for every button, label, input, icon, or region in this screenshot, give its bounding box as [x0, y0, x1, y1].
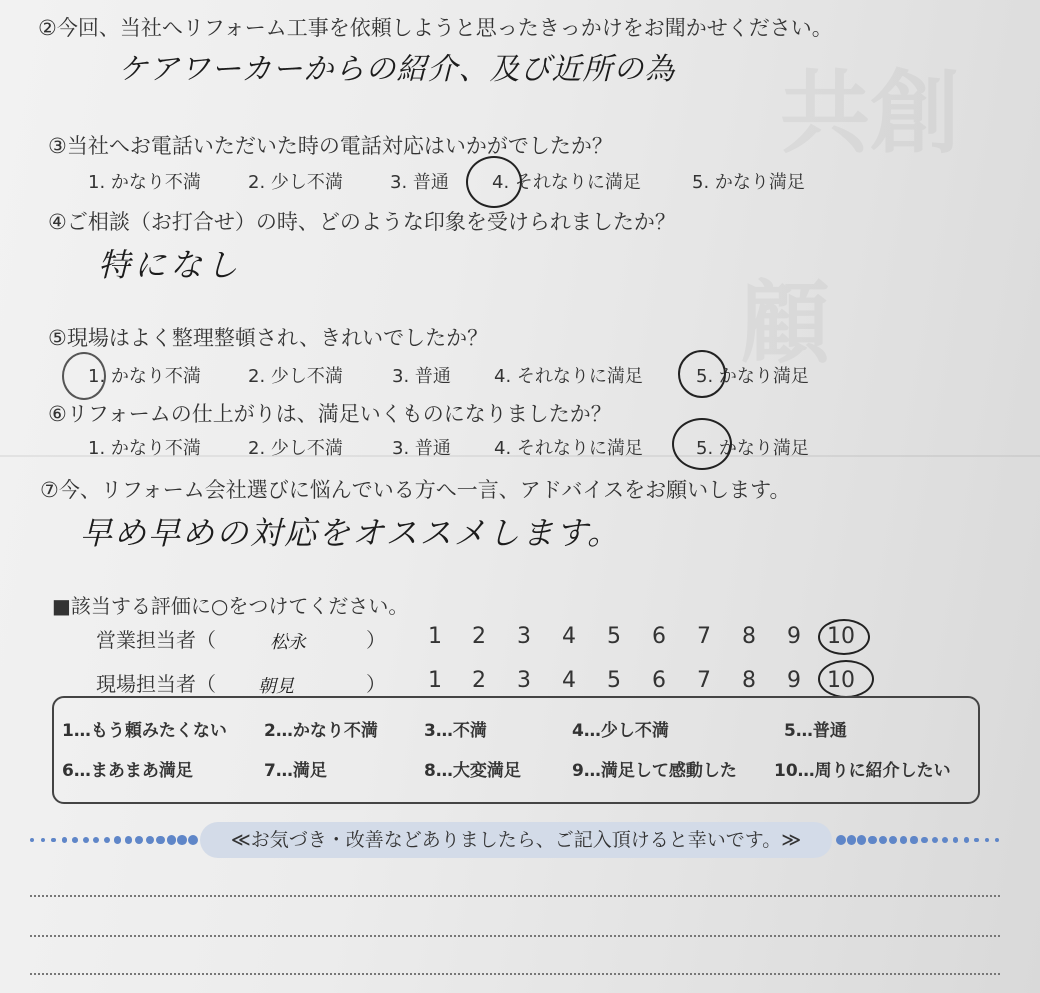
option-q3-2[interactable]: 2. 少し不満 [248, 172, 343, 193]
legend-item-9: 9…満足して感動した [572, 761, 737, 781]
score-site-10[interactable]: 10 [827, 668, 855, 693]
decorative-dot [167, 835, 176, 844]
decorative-dot [114, 836, 121, 843]
option-q3-3[interactable]: 3. 普通 [390, 172, 449, 193]
legend-item-2: 2…かなり不満 [264, 721, 378, 741]
option-q6-2[interactable]: 2. 少し不満 [248, 438, 343, 459]
decorative-dot [964, 837, 969, 842]
comment-line[interactable] [30, 895, 1000, 897]
rating-heading: ■該当する評価に○をつけてください。 [52, 594, 409, 618]
decorative-dot [985, 838, 989, 842]
decorative-dot [104, 837, 111, 844]
selection-circle-q6 [672, 418, 732, 470]
score-site-1[interactable]: 1 [428, 668, 442, 693]
site-rep-name: 朝見 [258, 676, 294, 697]
decorative-dot [995, 838, 999, 842]
decorative-dot [889, 836, 897, 844]
ghost-print [780, 40, 960, 170]
decorative-dots-right [836, 833, 1006, 847]
decorative-dot [868, 836, 877, 845]
option-q5-3[interactable]: 3. 普通 [392, 366, 451, 387]
decorative-dot [900, 836, 908, 844]
decorative-dot [72, 837, 78, 843]
score-site-4[interactable]: 4 [562, 668, 576, 693]
stray-circle-mark [62, 352, 106, 400]
decorative-dot [93, 837, 99, 843]
decorative-dot [942, 837, 948, 843]
decorative-dot [974, 838, 979, 843]
question-6: ⑥リフォームの仕上がりは、満足いくものになりましたか？ [48, 402, 612, 426]
legend-item-5: 5…普通 [784, 721, 847, 741]
score-site-3[interactable]: 3 [517, 668, 531, 693]
score-site-7[interactable]: 7 [697, 668, 711, 693]
legend-item-7: 7…満足 [264, 761, 327, 781]
decorative-dot [921, 837, 928, 844]
legend-item-10: 10…周りに紹介したい [774, 761, 951, 781]
option-q6-1[interactable]: 1. かなり不満 [88, 438, 201, 459]
legend-item-4: 4…少し不満 [572, 721, 669, 741]
decorative-dot [910, 836, 917, 843]
option-q6-3[interactable]: 3. 普通 [392, 438, 451, 459]
option-q3-5[interactable]: 5. かなり満足 [692, 172, 805, 193]
decorative-dot [41, 838, 45, 842]
ghost-print [740, 250, 830, 380]
decorative-dot [83, 837, 89, 843]
score-sales-1[interactable]: 1 [428, 624, 442, 649]
decorative-dot [188, 835, 198, 845]
answer-4-handwritten: 特になし [98, 246, 243, 284]
comment-line[interactable] [30, 973, 1000, 975]
question-5: ⑤現場はよく整理整頓され、きれいでしたか？ [48, 326, 489, 350]
selection-circle-q3 [466, 156, 522, 208]
rating-legend [52, 696, 980, 804]
selection-circle-q5 [678, 350, 726, 398]
score-sales-5[interactable]: 5 [607, 624, 621, 649]
rating-close-site: ） [366, 672, 386, 696]
decorative-dot [857, 835, 866, 844]
option-q3-4[interactable]: 4. それなりに満足 [492, 172, 641, 193]
score-sales-3[interactable]: 3 [517, 624, 531, 649]
score-site-2[interactable]: 2 [472, 668, 486, 693]
answer-2-handwritten: ケアワーカーからの紹介、及び近所の為 [118, 52, 676, 87]
decorative-dot [62, 837, 67, 842]
score-sales-8[interactable]: 8 [742, 624, 756, 649]
comment-line[interactable] [30, 935, 1000, 937]
comment-banner: ≪お気づき・改善などありましたら、ご記入頂けると幸いです。≫ [200, 822, 832, 858]
question-7: ⑦今、リフォーム会社選びに悩んでいる方へ一言、アドバイスをお願いします。 [40, 478, 791, 502]
score-sales-2[interactable]: 2 [472, 624, 486, 649]
legend-item-3: 3…不満 [424, 721, 487, 741]
option-q5-5[interactable]: 5. かなり満足 [696, 366, 809, 387]
decorative-dot [30, 838, 34, 842]
option-q3-1[interactable]: 1. かなり不満 [88, 172, 201, 193]
score-site-8[interactable]: 8 [742, 668, 756, 693]
score-sales-10[interactable]: 10 [827, 624, 855, 649]
decorative-dot [125, 836, 133, 844]
decorative-dot [156, 836, 165, 845]
answer-7-handwritten: 早め早めの対応をオススメします。 [80, 514, 622, 552]
decorative-dot [932, 837, 938, 843]
decorative-dot [953, 837, 959, 843]
score-sales-6[interactable]: 6 [652, 624, 666, 649]
decorative-dot [847, 835, 857, 845]
decorative-dot [836, 835, 846, 845]
option-q5-4[interactable]: 4. それなりに満足 [494, 366, 643, 387]
legend-item-1: 1…もう頼みたくない [62, 721, 227, 741]
decorative-dot [51, 838, 56, 843]
rating-label-site: 現場担当者（ [96, 672, 216, 696]
score-site-9[interactable]: 9 [787, 668, 801, 693]
selection-circle-site [818, 660, 874, 698]
rating-label-sales: 営業担当者（ [96, 628, 216, 652]
score-sales-4[interactable]: 4 [562, 624, 576, 649]
option-q5-1[interactable]: 1. かなり不満 [88, 366, 201, 387]
option-q6-5[interactable]: 5. かなり満足 [696, 438, 809, 459]
option-q5-2[interactable]: 2. 少し不満 [248, 366, 343, 387]
question-4: ④ご相談（お打合せ）の時、どのような印象を受けられましたか？ [48, 210, 676, 234]
score-sales-9[interactable]: 9 [787, 624, 801, 649]
question-3: ③当社へお電話いただいた時の電話対応はいかがでしたか？ [48, 134, 613, 158]
legend-item-6: 6…まあまあ満足 [62, 761, 193, 781]
sales-rep-name: 松永 [270, 632, 306, 653]
decorative-dot [146, 836, 154, 844]
option-q6-4[interactable]: 4. それなりに満足 [494, 438, 643, 459]
score-sales-7[interactable]: 7 [697, 624, 711, 649]
score-site-5[interactable]: 5 [607, 668, 621, 693]
question-2: ②今回、当社へリフォーム工事を依頼しようと思ったきっかけをお聞かせください。 [38, 16, 833, 40]
decorative-dots-left [30, 833, 198, 847]
score-site-6[interactable]: 6 [652, 668, 666, 693]
decorative-dot [135, 836, 143, 844]
decorative-dot [177, 835, 187, 845]
decorative-dot [879, 836, 887, 844]
rating-row-sales [0, 624, 1040, 654]
legend-item-8: 8…大変満足 [424, 761, 521, 781]
rating-close-sales: ） [366, 628, 386, 652]
selection-circle-sales [818, 619, 870, 655]
rating-row-site [0, 668, 1040, 698]
